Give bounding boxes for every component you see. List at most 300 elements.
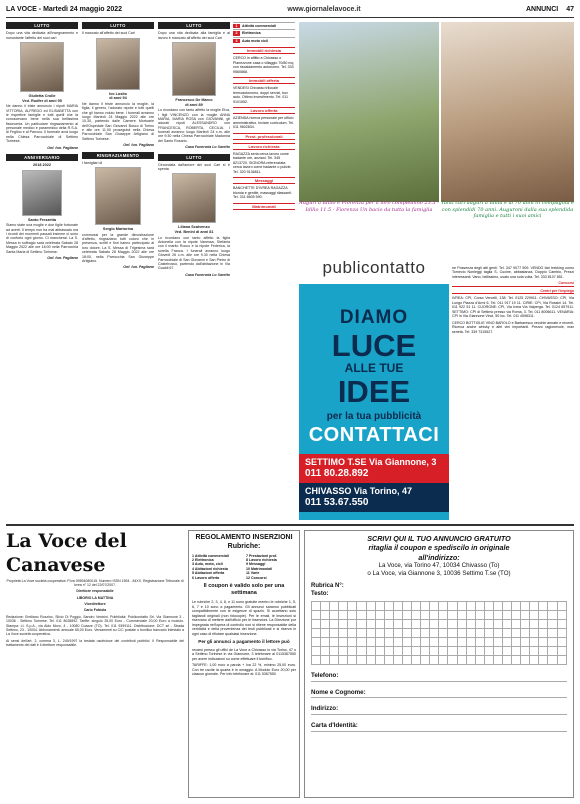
obituary-intro: Dopo una vita dedicata alla famiglia e al lavoro è mancato all'affetto dei suoi Cari [158,31,230,40]
rubric-section-head: Immobili offerta [233,77,295,84]
masthead-title: La Voce del Canavese [6,530,127,576]
grid-cell[interactable] [493,610,502,619]
grid-cell[interactable] [321,601,330,610]
grid-cell[interactable] [502,619,511,628]
grid-cell[interactable] [475,610,484,619]
grid-cell[interactable] [466,655,475,664]
grid-cell[interactable] [448,637,457,646]
classified-ad: VENDESI Chivasso trilocale termoautonomo, doppi servizi, box auto. Ottimo investimento. Tel. 011 9101552. [233,86,288,104]
obituary-name: Francesco De Marco di anni 89 [175,97,213,107]
grid-cell[interactable] [521,619,530,628]
office-address: CHIVASSO Via Torino, 47 [305,486,413,497]
grid-cell[interactable] [375,646,384,655]
grid-cell[interactable] [466,637,475,646]
grid-cell[interactable] [475,619,484,628]
rubric-section-head: Lavoro offerta [233,107,295,114]
grid-cell[interactable] [484,628,493,637]
grid-cell[interactable] [357,619,366,628]
grid-cell[interactable] [375,619,384,628]
grid-cell[interactable] [402,637,411,646]
grid-cell[interactable] [339,601,348,610]
id-card-field[interactable]: Carta d'Identità: [311,722,567,732]
thanks-photo [95,167,141,225]
grid-cell[interactable] [330,601,339,610]
grid-cell[interactable] [412,610,421,619]
anniversary-text: Siamo state una moglie e due figlie fortunate ad averti. Il tempo non ha mai abbassato ma i ricordi dei momenti passati insieme ci sono di conforto ogni giorno. Ci mancherai. La S. Messa in suffragio sarà celebrata Sabato 28 Maggio 2022 alle ore 18:00 nella Parrocchia Santa Maria di Settimo Torinese. [6,223,78,254]
birthday-collage [299,22,574,264]
rubric-section-head: Immobili richiesta [233,47,295,54]
grid-cell[interactable] [521,655,530,664]
grid-cell[interactable] [321,628,330,637]
grid-cell[interactable] [393,601,402,610]
grid-cell[interactable] [330,619,339,628]
classified-ad: AZIENDA ricerca personale per ufficio amministrativo. Inviare curriculum. Tel. 011 9602834. [233,116,295,130]
thanks-intro: I famigliari di [82,160,103,165]
grid-cell[interactable] [548,655,557,664]
classified-ad: ne Possenza degli atti genti. Tel. 347 9077 509. VENDO bici trekking uomo Torneclo Nonleggi taglia S. Cucine, abbastanza. Doppio Cambio, Prezzi interessanti. Vano, bellissimo, usato una sola volta. Tel. 333 8107 851. [452,266,574,279]
obituary-intro: Dopo una vita dedicata all'insegnamento e nonostante l'affetto dei suoi cari [6,31,78,40]
grid-cell[interactable] [366,610,375,619]
grid-cell[interactable] [412,637,421,646]
rubric-item [233,37,295,44]
logo-text: publicontatto [322,258,426,278]
masthead-info: Redazione: Emiliano Rozzino, Silvio Di Poggio, Sandro Ventrini. Pubblicità: Publicontatto Srl. Via Giannone 3 - 10036 - Settimo Torinese. Tel. 011 8028892. Tariffe: singolo 25,00 Euro - Commerciale 20,00 Euro a modulo. Stampa: Lt. S.p.A., via Aldo Moro, 4 - 10080 Coazze (TO). Tel. 011 9399111. Distribuzione: DCT srl - Strada Settimo, 23 - 10004. Abbonamenti: annuale 65,00 Euro. Versamenti su C/C postale o bonifico bancario intestato a La Voce società cooperativa. [6,614,184,637]
rubric-number: 3 [233,39,240,43]
obituary-banner: LUTTO [82,22,154,29]
grid-cell[interactable] [512,637,521,646]
bottom-area [6,524,574,800]
rubric-item [233,29,295,36]
name-field[interactable]: Nome e Cognome: [311,689,567,699]
grid-cell[interactable] [512,628,521,637]
grid-cell[interactable] [312,619,321,628]
grid-cell[interactable] [484,610,493,619]
obituary-name: Liliana Scalvenzo Ved. Benini di anni 81 [174,225,214,234]
rubric-entry: 9 Messaggi [246,562,266,567]
ad-office [299,483,449,512]
regolamento-text: recarsi presso gli uffici de La Voce a Chivasso in via Torino, 47 o a Settimo Torinese in via Giannone, 3 telefonare al 0115367550 per avere indicazioni su come effettuare il bonifico. [192,647,296,661]
anniversary-photo [22,170,62,216]
grid-cell[interactable] [539,646,548,655]
phone-field[interactable]: Telefono: [311,672,567,682]
grid-cell[interactable] [357,628,366,637]
grid-cell[interactable] [448,610,457,619]
grid-cell[interactable] [548,619,557,628]
grid-cell[interactable] [366,637,375,646]
grid-cell[interactable] [430,610,439,619]
coupon-validity: Il coupon è valido solo per una settimana [203,583,285,597]
grid-cell[interactable] [557,610,566,619]
obituary-column-1 [6,22,78,520]
grid-cell[interactable] [402,655,411,664]
grid-cell[interactable] [366,628,375,637]
grid-cell[interactable] [357,655,366,664]
grid-cell[interactable] [321,610,330,619]
grid-cell[interactable] [357,610,366,619]
masthead-subtitle: Proprietà La Voce società cooperativa: P.iva 09594080015. Numero ISSN 1594 - 84XX. Registrazione Tribunale di Ivrea n° 12 del 22/07/2007. [6,578,184,587]
obituary-name: Giulietta Crolle Ved. Rodfer di anni 95 [22,93,62,103]
address-field[interactable]: Indirizzo: [311,705,567,715]
page-number: 47 [566,6,574,14]
grid-cell[interactable] [339,637,348,646]
grid-cell[interactable] [457,619,466,628]
grid-cell[interactable] [312,601,321,610]
grid-cell[interactable] [512,646,521,655]
grid-cell[interactable] [330,628,339,637]
grid-cell[interactable] [402,619,411,628]
coupon-form [304,530,574,798]
grid-cell[interactable] [384,628,393,637]
rubric-section-head: Messaggi [233,177,295,184]
grid-cell[interactable] [348,619,357,628]
grid-cell[interactable] [530,646,539,655]
grid-cell[interactable] [312,655,321,664]
grid-cell[interactable] [521,601,530,610]
grid-cell[interactable] [421,655,430,664]
grid-cell[interactable] [448,601,457,610]
grid-cell[interactable] [402,610,411,619]
grid-cell[interactable] [421,646,430,655]
grid-cell[interactable] [439,610,448,619]
grid-cell[interactable] [530,628,539,637]
grid-cell[interactable] [539,619,548,628]
rubric-section-head: Matrimoniali [233,203,295,210]
grid-cell[interactable] [393,646,402,655]
obituary-photo [172,42,216,96]
grid-cell[interactable] [484,601,493,610]
grid-cell[interactable] [402,646,411,655]
rubric-item [233,22,295,29]
grid-cell[interactable] [339,610,348,619]
grid-cell[interactable] [466,610,475,619]
ad-office [299,454,449,483]
grid-cell[interactable] [384,637,393,646]
birthday-photo-left [299,22,439,202]
rubric-entry: 5 Abitazioni offerta [192,571,225,576]
grid-cell[interactable] [493,646,502,655]
obituary-photo [96,38,140,90]
grid-cell[interactable] [348,628,357,637]
classified-ad: BANCHETTE D'IVREA RAGAZZA bionda e gentile, massaggi rilassanti. Tel. 331 6605 590. [233,186,292,200]
grid-cell[interactable] [475,601,484,610]
grid-cell[interactable] [330,610,339,619]
grid-cell[interactable] [448,655,457,664]
grid-cell[interactable] [430,637,439,646]
grid-cell[interactable] [457,655,466,664]
grid-cell[interactable] [466,601,475,610]
grid-cell[interactable] [557,619,566,628]
grid-cell[interactable] [457,610,466,619]
grid-cell[interactable] [548,610,557,619]
grid-cell[interactable] [375,601,384,610]
grid-cell[interactable] [321,655,330,664]
grid-cell[interactable] [421,619,430,628]
birthday-photo-right [441,22,574,202]
grid-cell[interactable] [512,601,521,610]
rubric-number: 2 [233,31,240,35]
rubric-section-head: Lavoro richiesta [233,143,295,150]
grid-cell[interactable] [502,601,511,610]
editor-name: Carlo Fobiola [83,608,107,613]
grid-cell[interactable] [330,655,339,664]
grid-cell[interactable] [430,628,439,637]
grid-cell[interactable] [484,655,493,664]
masthead-note: Ai sensi dell'art. 2, comma 3, L. 249/1997 la testata usufruisce dei contributi pubblici. Il Responsabile del trattamento dei dati è il direttore responsabile. [6,638,184,647]
grid-cell[interactable] [502,637,511,646]
grid-cell[interactable] [493,655,502,664]
grid-cell[interactable] [539,610,548,619]
grid-cell[interactable] [321,619,330,628]
grid-cell[interactable] [412,655,421,664]
regolamento-box [188,530,300,798]
grid-cell[interactable] [375,610,384,619]
rubric-label: Attività commerciali [242,24,277,28]
grid-cell[interactable] [393,610,402,619]
rubric-label: Auto moto cicli [242,38,268,43]
grid-cell[interactable] [439,646,448,655]
grid-cell[interactable] [493,628,502,637]
obituary-text: Ne danno il triste annuncio i nipoti MARIA VITTORIA, ALFREDO ed ELISABETTA con le rispettive famiglie e tutti quelli che la conoscevano bene nella sua bellissima fisionomia. Un particolare ringraziamento al personale medico e paramedico della R.S.A. di Feglino e al Parroco. Il funerale avrà luogo nella Chiesa Parrocchiale di Settimo Torinese. [6,104,78,144]
grid-cell[interactable] [439,601,448,610]
rubric-entry: 2 Elettronica [192,557,214,562]
rubric-entry: 12 Concorsi [246,575,267,580]
grid-cell[interactable] [357,637,366,646]
grid-cell[interactable] [393,637,402,646]
grid-cell[interactable] [366,601,375,610]
grid-cell[interactable] [557,601,566,610]
office-phone[interactable]: 011 53.67.550 [305,496,369,508]
grid-cell[interactable] [466,619,475,628]
thanks-text: commossi per la grande dimostrazione d'affetto, ringraziano tutti coloro che in presenza, scritti e fiori hanno partecipato al loro dolore. La S. Messa di Trigesima sarà celebrata Sabato 28 Maggio 2022 alle ore 18:00, nella Parrocchia San Giuseppe Artigiano. [82,232,154,263]
grid-cell[interactable] [493,601,502,610]
grid-cell[interactable] [502,610,511,619]
grid-cell[interactable] [339,655,348,664]
grid-cell[interactable] [512,619,521,628]
rubric-entry: 4 Abitazioni richiesta [192,566,228,571]
grid-row [312,637,567,646]
editor-label: Vicedirettore [84,602,106,606]
grid-cell[interactable] [412,646,421,655]
grid-cell[interactable] [366,646,375,655]
grid-cell[interactable] [312,628,321,637]
grid-cell[interactable] [439,655,448,664]
grid-cell[interactable] [475,646,484,655]
director-name: LIBORIO LA MATTINA [76,595,114,600]
grid-cell[interactable] [502,655,511,664]
grid-cell[interactable] [330,637,339,646]
grid-cell[interactable] [384,619,393,628]
grid-cell[interactable] [484,619,493,628]
grid-cell[interactable] [493,637,502,646]
ad-line: LUCE [331,327,417,363]
grid-cell[interactable] [548,601,557,610]
grid-cell[interactable] [439,619,448,628]
grid-cell[interactable] [339,619,348,628]
obituary-text: Ne danno il triste annuncio la moglie, la figlia, il genero, l'adorato nipote e tutti quelli che gli hanno voluto bene. I funerali avranno luogo Martedì 24 Maggio 2022 alle ore 10.30, partendo dalle Camere Mortuarie dell'Ospedale San Giovanni Bosco di Torino e alle ore 11.00 proseguirà nella Chiesa Parrocchiale San Giuseppe Artigiano di Settimo Torinese. [82,101,154,141]
masthead [6,530,184,798]
anniversary-banner: ANNIVERSARIO [6,154,78,161]
grid-cell[interactable] [539,637,548,646]
classified-ad: RAGAZZA seria cerca lavoro come badante ore, anziani. Tel. 345 8213720. SIGNORA referenziata cerca lavoro come badante o pulizie. Tel. 320 9136811. [233,151,292,174]
obituary-text: Lo ricordano con tanto affetto la figlia Antonella con la nipote Vanessa, Stefania con il marito Rocco e la nipote Federica, la sorella Franca. I funerali avranno luogo Giovedì 26 c.m. alle ore 9.30 nella Chiesa Parrocchiale di San Giovanni e San Pietro di Castelrosso, partendo dall'abitazione in Via Gualdi 67. [158,235,230,271]
grid-cell[interactable] [457,646,466,655]
grid-cell[interactable] [348,655,357,664]
grid-cell[interactable] [493,619,502,628]
grid-cell[interactable] [539,655,548,664]
obituary-intro: Il mancato all'affetto dei suoi Cari [82,31,135,36]
grid-cell[interactable] [557,655,566,664]
grid-cell[interactable] [357,646,366,655]
grid-cell[interactable] [457,601,466,610]
grid-cell[interactable] [321,646,330,655]
publicontatto-logo [299,254,449,282]
grid-cell[interactable] [466,628,475,637]
text-label: Testo: [311,591,329,598]
grid-cell[interactable] [530,601,539,610]
grid-row [312,628,567,637]
grid-cell[interactable] [402,628,411,637]
coupon-text-grid[interactable] [311,601,567,665]
grid-cell[interactable] [357,601,366,610]
grid-cell[interactable] [375,628,384,637]
grid-cell[interactable] [548,628,557,637]
grid-cell[interactable] [530,619,539,628]
grid-cell[interactable] [430,655,439,664]
grid-cell[interactable] [439,628,448,637]
grid-cell[interactable] [530,655,539,664]
ad-line: CONTATTACI [308,424,440,447]
rubric-entry: 6 Lavoro offerta [192,575,220,580]
grid-cell[interactable] [466,646,475,655]
grid-cell[interactable] [312,610,321,619]
grid-cell[interactable] [557,628,566,637]
grid-cell[interactable] [475,655,484,664]
grid-cell[interactable] [557,637,566,646]
rubric-index [233,22,295,212]
grid-cell[interactable] [548,646,557,655]
grid-cell[interactable] [348,646,357,655]
ad-line: DIAMO [339,307,409,328]
grid-cell[interactable] [430,601,439,610]
grid-cell[interactable] [421,610,430,619]
grid-cell[interactable] [384,655,393,664]
obituary-column-3 [158,22,230,520]
grid-cell[interactable] [393,619,402,628]
grid-cell[interactable] [484,637,493,646]
coupon-heading: SCRIVI QUI IL TUO ANNUNCIO GRATUITO [367,534,511,543]
funeral-home: Onf. fun. Pagliano [47,145,78,150]
ad-line: per la tua pubblicità [326,410,422,422]
grid-cell[interactable] [502,628,511,637]
grid-cell[interactable] [384,601,393,610]
funeral-home: Casa Funeraria Lo Xaretto [185,272,230,277]
director-label: Direttore responsabile [76,589,114,594]
grid-cell[interactable] [475,628,484,637]
grid-cell[interactable] [366,655,375,664]
grid-cell[interactable] [512,655,521,664]
grid-cell[interactable] [393,628,402,637]
grid-cell[interactable] [366,619,375,628]
regolamento-title: REGOLAMENTO INSERZIONI [195,534,293,541]
grid-cell[interactable] [539,601,548,610]
grid-cell[interactable] [430,619,439,628]
advertisement [299,284,449,520]
grid-cell[interactable] [321,637,330,646]
funeral-home: Onf. fun. Pagliano [47,255,78,260]
classified-ad: CERCO BOTTIGLIE VINO BAROLO e Barbaresco vecchie annate e recenti. Ricerca anche whisky e altri vini importanti. Prezzo ragionevole, max serietà. Tel. 339 7315527. [452,320,574,334]
grid-cell[interactable] [430,646,439,655]
grid-cell[interactable] [530,610,539,619]
paid-ads-heading: Per gli annunci a pagamento il lettore può [198,639,290,645]
anniversary-years: 2018 2022 [33,163,51,167]
rubric-entry: 7 Prestazioni prof. [246,553,278,558]
grid-cell[interactable] [521,610,530,619]
grid-cell[interactable] [393,655,402,664]
grid-cell[interactable] [557,646,566,655]
grid-cell[interactable] [539,628,548,637]
grid-cell[interactable] [439,637,448,646]
grid-cell[interactable] [339,646,348,655]
grid-cell[interactable] [384,610,393,619]
grid-cell[interactable] [475,637,484,646]
grid-cell[interactable] [348,610,357,619]
grid-cell[interactable] [402,601,411,610]
grid-cell[interactable] [512,610,521,619]
funeral-home: Onf. fun. Pagliano [123,143,154,148]
grid-cell[interactable] [548,637,557,646]
header-website[interactable]: www.giornalelavoce.it [287,6,361,14]
grid-cell[interactable] [502,646,511,655]
obituary-column-2 [82,22,154,520]
obituary-text: Lo ricordano con tanto affetto la moglie Elva, i figli VINCENZO con la moglie ANNA MARIA, MARIA ROSA con GIOVANNI, gli adorati nipoti ALESSANDRO con FRANCESCA, ROBERTA, CECILIA. I funerali avranno luogo Martedì 24 c.m. alle ore 9:30 nella Chiesa Parrocchiale Madonna del Santo Rosario. [158,108,230,143]
grid-cell[interactable] [412,628,421,637]
obituary-photo [172,173,216,223]
grid-cell[interactable] [421,637,430,646]
rubric-list [192,554,296,581]
coupon-heading: ritaglia il coupon e spediscilo in originale [368,543,510,553]
grid-cell[interactable] [484,646,493,655]
grid-cell[interactable] [339,628,348,637]
grid-cell[interactable] [375,655,384,664]
grid-cell[interactable] [521,637,530,646]
grid-cell[interactable] [375,637,384,646]
ad-line: IDEE [337,373,411,409]
grid-cell[interactable] [348,601,357,610]
grid-cell[interactable] [384,646,393,655]
grid-cell[interactable] [348,637,357,646]
grid-cell[interactable] [448,628,457,637]
grid-cell[interactable] [412,619,421,628]
grid-cell[interactable] [448,646,457,655]
rubric-number-field[interactable]: Rubrica N°: [311,582,344,589]
grid-cell[interactable] [421,628,430,637]
grid-cell[interactable] [457,628,466,637]
grid-cell[interactable] [412,601,421,610]
grid-cell[interactable] [330,646,339,655]
obituary-banner: LUTTO [6,22,78,29]
grid-cell[interactable] [312,646,321,655]
obituary-photo [20,42,64,92]
office-phone[interactable]: 011 80.28.892 [305,468,369,480]
grid-cell[interactable] [521,628,530,637]
grid-cell[interactable] [312,637,321,646]
grid-cell[interactable] [457,637,466,646]
grid-row [312,610,567,619]
grid-cell[interactable] [448,619,457,628]
grid-cell[interactable] [421,601,430,610]
grid-cell[interactable] [521,646,530,655]
grid-cell[interactable] [530,637,539,646]
